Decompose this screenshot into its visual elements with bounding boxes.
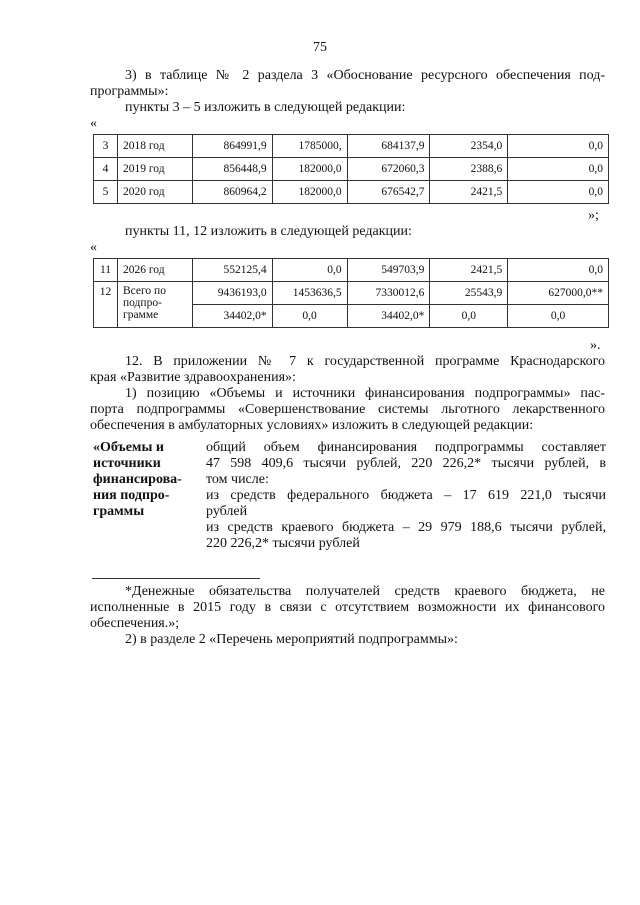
table-row: 34402,0* 0,0 34402,0* 0,0 0,0 xyxy=(94,305,609,328)
table-row: 5 2020 год 860964,2 182000,0 676542,7 2421,5 0,0 xyxy=(94,181,609,204)
footnote-divider xyxy=(92,578,260,579)
sub1-line3: обеспечения в амбулаторных условиях» изложить в следующей редакции: xyxy=(90,418,534,433)
table-2 xyxy=(93,258,609,328)
close-quote-2: ». xyxy=(590,338,601,353)
sub1-line2: порта подпрограммы «Совершенствование системы льготного лекарственного xyxy=(90,402,605,417)
table-1 xyxy=(93,134,609,204)
item3-line1: 3) в таблице № 2 раздела 3 «Обоснование ресурсного обеспечения под- xyxy=(125,68,605,83)
table-row: 12 Всего по подпро-грамме 9436193,0 1453636,5 7330012,6 25543,9 627000,0** xyxy=(94,282,609,305)
points-3-5: пункты 3 – 5 изложить в следующей редакции: xyxy=(125,100,406,115)
footnote-line3: обеспечения.»; xyxy=(90,616,180,631)
table-row: 11 2026 год 552125,4 0,0 549703,9 2421,5 0,0 xyxy=(94,259,609,282)
close-quote-1: »; xyxy=(588,208,599,223)
page-number: 75 xyxy=(313,40,327,55)
footnote-line2: исполненные в 2015 году в связи с отсутствием возможности их финансового xyxy=(90,600,605,615)
open-quote-2: « xyxy=(90,240,97,255)
para12-line2: края «Развитие здравоохранения»: xyxy=(90,370,296,385)
table-row: 3 2018 год 864991,9 1785000, 684137,9 2354,0 0,0 xyxy=(94,135,609,158)
sub2: 2) в разделе 2 «Перечень мероприятий подпрограммы»: xyxy=(125,632,458,647)
para12-line1: 12. В приложении № 7 к государственной программе Краснодарского xyxy=(125,354,605,369)
open-quote-1: « xyxy=(90,116,97,131)
sub1-line1: 1) позицию «Объемы и источники финансирования подпрограммы» пас- xyxy=(125,386,605,401)
table-row: 4 2019 год 856448,9 182000,0 672060,3 2388,6 0,0 xyxy=(94,158,609,181)
points-11-12: пункты 11, 12 изложить в следующей редакции: xyxy=(125,224,412,239)
footnote-line1: *Денежные обязательства получателей средств краевого бюджета, не xyxy=(125,584,605,599)
item3-line2: программы»: xyxy=(90,84,169,99)
